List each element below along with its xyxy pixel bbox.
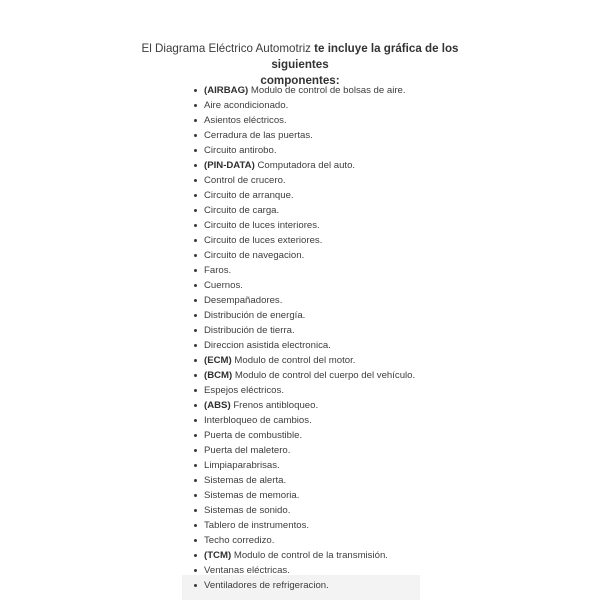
bullet-icon bbox=[194, 209, 197, 212]
bullet-icon bbox=[194, 329, 197, 332]
list-item bbox=[188, 113, 415, 128]
list-item bbox=[188, 308, 415, 323]
list-item bbox=[188, 563, 415, 578]
bullet-icon bbox=[194, 134, 197, 137]
list-item bbox=[188, 503, 415, 518]
item-text: Computadora del auto. bbox=[254, 160, 356, 171]
list-item bbox=[188, 458, 415, 473]
item-code: (TCM) bbox=[204, 550, 232, 561]
bullet-icon bbox=[194, 254, 197, 257]
bullet-icon bbox=[194, 194, 197, 197]
item-text: Modulo de control de la transmisión. bbox=[231, 550, 388, 561]
item-text: Desempañadores. bbox=[204, 295, 283, 306]
list-item bbox=[188, 578, 415, 593]
list-item bbox=[188, 398, 415, 413]
item-code: (ECM) bbox=[204, 355, 232, 366]
list-item bbox=[188, 143, 415, 158]
item-text: Asientos eléctricos. bbox=[204, 115, 287, 126]
item-text: Sistemas de alerta. bbox=[204, 475, 287, 486]
item-text: Circuito de luces exteriores. bbox=[204, 235, 323, 246]
item-text: Ventanas eléctricas. bbox=[204, 565, 290, 576]
bullet-icon bbox=[194, 284, 197, 287]
bullet-icon bbox=[194, 449, 197, 452]
list-item bbox=[188, 248, 415, 263]
bullet-icon bbox=[194, 434, 197, 437]
list-item bbox=[188, 278, 415, 293]
bullet-icon bbox=[194, 344, 197, 347]
list-item bbox=[188, 338, 415, 353]
bullet-icon bbox=[194, 89, 197, 92]
bullet-icon bbox=[194, 314, 197, 317]
item-text: Tablero de instrumentos. bbox=[204, 520, 310, 531]
item-text: Distribución de energía. bbox=[204, 310, 306, 321]
bullet-icon bbox=[194, 359, 197, 362]
item-code: (AIRBAG) bbox=[204, 85, 249, 96]
list-item bbox=[188, 368, 415, 383]
bullet-icon bbox=[194, 569, 197, 572]
item-text: Ventiladores de refrigeracion. bbox=[204, 580, 329, 591]
list-item bbox=[188, 293, 415, 308]
item-text: Faros. bbox=[204, 265, 232, 276]
bullet-icon bbox=[194, 224, 197, 227]
item-text: Espejos eléctricos. bbox=[204, 385, 284, 396]
list-item bbox=[188, 428, 415, 443]
heading-normal: El Diagrama Eléctrico Automotriz bbox=[141, 42, 315, 55]
list-item bbox=[188, 383, 415, 398]
item-text: Circuito antirobo. bbox=[204, 145, 277, 156]
heading-bold-2: componentes: bbox=[260, 74, 340, 87]
item-text: Cerradura de las puertas. bbox=[204, 130, 313, 141]
list-item bbox=[188, 98, 415, 113]
bullet-icon bbox=[194, 104, 197, 107]
list-item bbox=[188, 488, 415, 503]
bullet-icon bbox=[194, 374, 197, 377]
item-text: Modulo de control del cuerpo del vehículo. bbox=[232, 370, 416, 381]
list-item bbox=[188, 218, 415, 233]
item-code: (PIN-DATA) bbox=[204, 160, 255, 171]
item-text: Circuito de luces interiores. bbox=[204, 220, 320, 231]
bullet-icon bbox=[194, 389, 197, 392]
bullet-icon bbox=[194, 164, 197, 167]
components-list bbox=[188, 83, 415, 593]
item-text: Modulo de control del motor. bbox=[231, 355, 356, 366]
list-item bbox=[188, 323, 415, 338]
bullet-icon bbox=[194, 509, 197, 512]
heading-bold-1: te incluye la gráfica de los siguientes bbox=[271, 42, 459, 71]
item-text: Direccion asistida electronica. bbox=[204, 340, 331, 351]
bullet-icon bbox=[194, 179, 197, 182]
item-text: Aire acondicionado. bbox=[204, 100, 289, 111]
bullet-icon bbox=[194, 464, 197, 467]
item-text: Circuito de navegacion. bbox=[204, 250, 305, 261]
list-item bbox=[188, 158, 415, 173]
item-text: Frenos antibloqueo. bbox=[230, 400, 319, 411]
list-item bbox=[188, 518, 415, 533]
bullet-icon bbox=[194, 479, 197, 482]
item-code: (BCM) bbox=[204, 370, 233, 381]
item-text: Distribución de tierra. bbox=[204, 325, 295, 336]
list-item bbox=[188, 233, 415, 248]
list-item bbox=[188, 188, 415, 203]
list-item bbox=[188, 413, 415, 428]
item-text: Control de crucero. bbox=[204, 175, 286, 186]
item-text: Puerta de combustible. bbox=[204, 430, 303, 441]
intro-heading bbox=[120, 41, 480, 89]
item-text: Puerta del maletero. bbox=[204, 445, 291, 456]
item-text: Sistemas de memoria. bbox=[204, 490, 300, 501]
item-text: Circuito de carga. bbox=[204, 205, 280, 216]
bullet-icon bbox=[194, 494, 197, 497]
item-text: Interbloqueo de cambios. bbox=[204, 415, 312, 426]
list-item bbox=[188, 203, 415, 218]
item-text: Modulo de control de bolsas de aire. bbox=[248, 85, 406, 96]
bullet-icon bbox=[194, 149, 197, 152]
item-text: Cuernos. bbox=[204, 280, 243, 291]
list-item bbox=[188, 353, 415, 368]
item-text: Techo corredizo. bbox=[204, 535, 275, 546]
bullet-icon bbox=[194, 269, 197, 272]
list-item bbox=[188, 548, 415, 563]
list-item bbox=[188, 443, 415, 458]
bullet-icon bbox=[194, 239, 197, 242]
list-item bbox=[188, 533, 415, 548]
bullet-icon bbox=[194, 419, 197, 422]
bullet-icon bbox=[194, 524, 197, 527]
list-item bbox=[188, 128, 415, 143]
bullet-icon bbox=[194, 119, 197, 122]
list-item bbox=[188, 173, 415, 188]
bullet-icon bbox=[194, 539, 197, 542]
list-item bbox=[188, 473, 415, 488]
item-text: Circuito de arranque. bbox=[204, 190, 294, 201]
item-text: Limpiaparabrisas. bbox=[204, 460, 280, 471]
list-item bbox=[188, 83, 415, 98]
item-text: Sistemas de sonido. bbox=[204, 505, 291, 516]
bullet-icon bbox=[194, 404, 197, 407]
bullet-icon bbox=[194, 299, 197, 302]
bullet-icon bbox=[194, 554, 197, 557]
list-item bbox=[188, 263, 415, 278]
bullet-icon bbox=[194, 584, 197, 587]
item-code: (ABS) bbox=[204, 400, 231, 411]
